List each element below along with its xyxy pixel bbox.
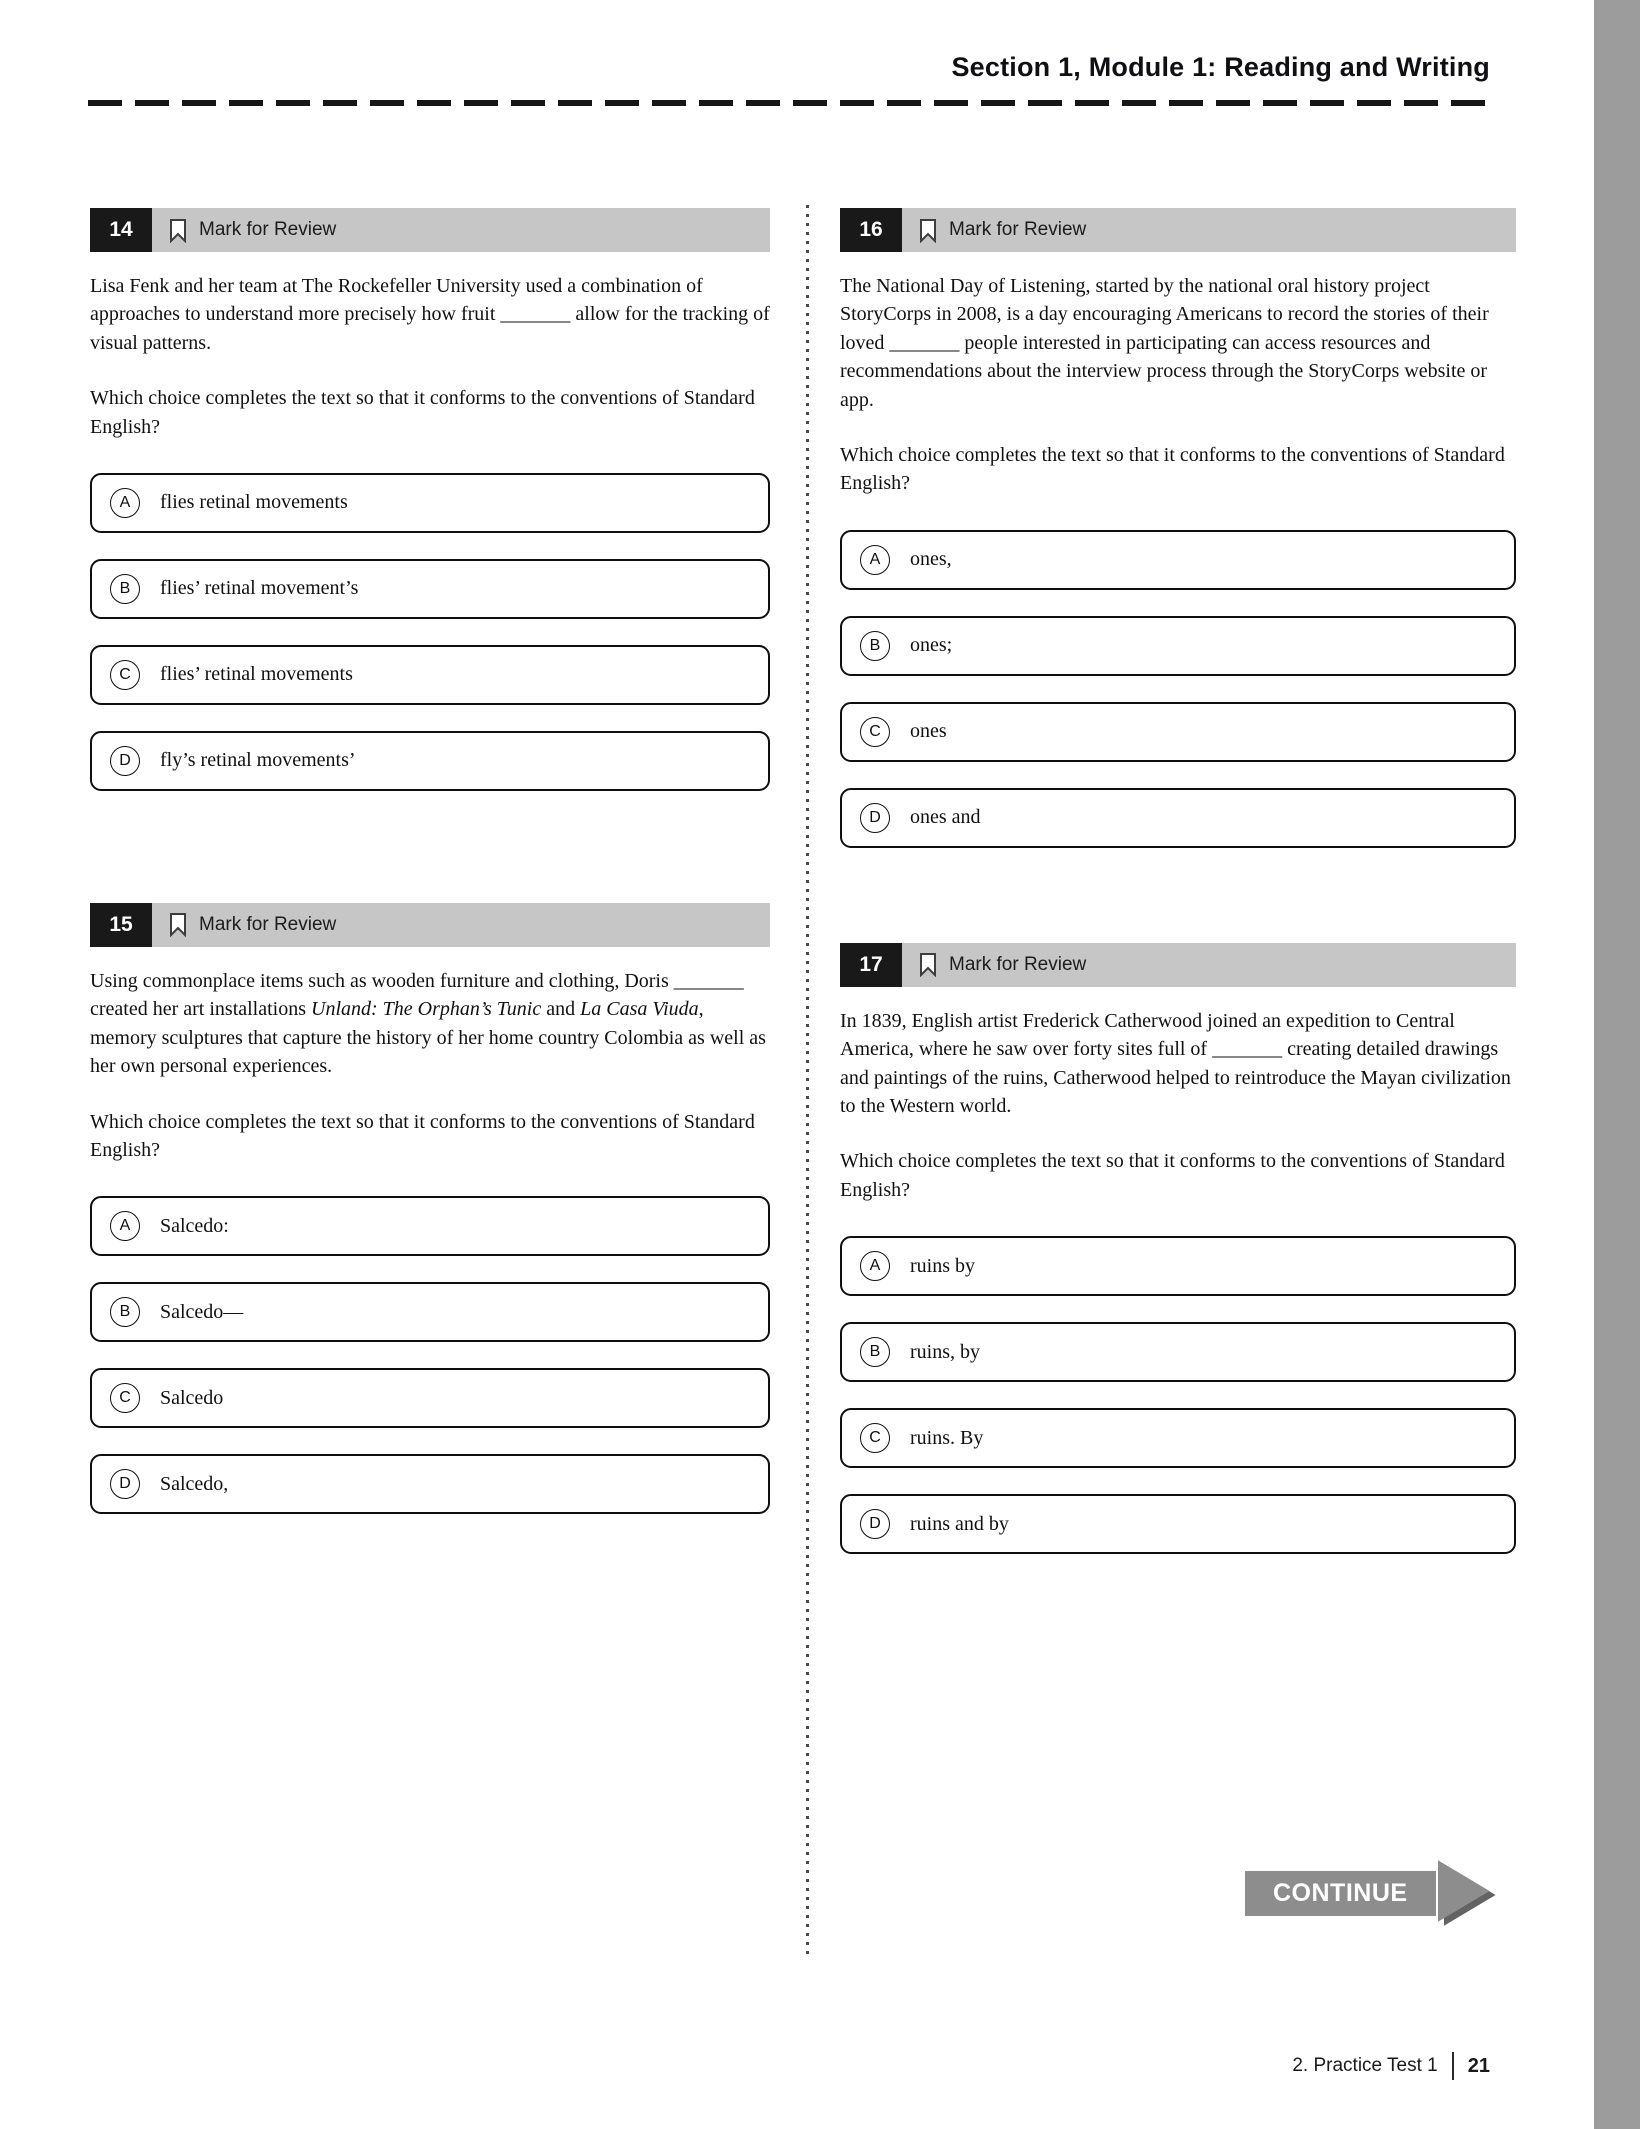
choice-text: ones, (910, 548, 952, 571)
choice-text: Salcedo, (160, 1472, 229, 1495)
mark-for-review-label: Mark for Review (949, 219, 1087, 240)
question-number: 17 (840, 943, 902, 987)
answer-choices (840, 1236, 1516, 1554)
choice-b[interactable] (90, 1282, 770, 1342)
choice-letter-bubble: A (110, 488, 140, 518)
choice-d[interactable] (90, 731, 770, 791)
choice-letter-bubble: B (110, 574, 140, 604)
choice-letter-bubble: D (110, 1469, 140, 1499)
page-footer (1292, 2052, 1490, 2080)
question-14 (90, 208, 770, 791)
choice-text: ruins. By (910, 1426, 984, 1449)
passage-text: Lisa Fenk and her team at The Rockefeller University used a combination of approaches to understand more precisely how fruit _______ allow for the tracking of visual patterns. (90, 275, 770, 354)
mark-for-review-label: Mark for Review (199, 219, 337, 240)
footer-label: 2. Practice Test 1 (1292, 2055, 1438, 2076)
choice-text: ones and (910, 806, 981, 829)
question-prompt: Which choice completes the text so that it conforms to the conventions of Standard English? (840, 1150, 1505, 1201)
choice-a[interactable] (90, 1196, 770, 1256)
choice-letter-bubble: A (860, 1251, 890, 1281)
question-17 (840, 943, 1516, 1554)
choice-c[interactable] (840, 702, 1516, 762)
column-divider (806, 205, 809, 1957)
question-15-header (90, 903, 770, 947)
header-dashed-rule (88, 100, 1492, 106)
continue-arrow-icon (1438, 1860, 1496, 1926)
choice-letter-bubble: C (860, 1423, 890, 1453)
choice-letter-bubble: D (860, 803, 890, 833)
choice-c[interactable] (840, 1408, 1516, 1468)
choice-letter-bubble: C (860, 717, 890, 747)
choice-c[interactable] (90, 1368, 770, 1428)
answer-choices (840, 530, 1516, 848)
choice-b[interactable] (90, 559, 770, 619)
choice-text: ones; (910, 634, 953, 657)
mark-for-review-button[interactable] (152, 208, 336, 252)
mark-for-review-button[interactable] (902, 208, 1086, 252)
continue-button[interactable]: CONTINUE (1245, 1871, 1436, 1916)
left-column (90, 208, 770, 1514)
question-16 (840, 208, 1516, 848)
choice-a[interactable] (840, 1236, 1516, 1296)
choice-text: flies’ retinal movement’s (160, 577, 359, 600)
choice-text: ruins and by (910, 1512, 1009, 1535)
choice-c[interactable] (90, 645, 770, 705)
question-16-header (840, 208, 1516, 252)
choice-text: Salcedo: (160, 1214, 229, 1237)
choice-letter-bubble: C (110, 660, 140, 690)
question-14-header (90, 208, 770, 252)
choice-text: fly’s retinal movements’ (160, 749, 356, 772)
question-number: 15 (90, 903, 152, 947)
choice-b[interactable] (840, 1322, 1516, 1382)
choice-text: ruins, by (910, 1340, 980, 1363)
bookmark-icon (168, 218, 188, 243)
choice-letter-bubble: B (110, 1297, 140, 1327)
page-number: 21 (1467, 2054, 1490, 2077)
choice-letter-bubble: B (860, 1337, 890, 1367)
answer-choices (90, 473, 770, 791)
mark-for-review-button[interactable] (902, 943, 1086, 987)
question-15 (90, 903, 770, 1514)
choice-a[interactable] (90, 473, 770, 533)
footer-divider (1452, 2052, 1454, 2080)
question-number: 16 (840, 208, 902, 252)
passage-text: In 1839, English artist Frederick Catherwood joined an expedition to Central America, where he saw over forty sites full of _______ creating detailed drawings and paintings of the ruins, Catherwood helped to reintroduce the Mayan civilization to the Western world. (840, 1009, 1511, 1117)
choice-text: ones (910, 720, 947, 743)
bookmark-icon (918, 952, 938, 977)
choice-text: flies retinal movements (160, 491, 348, 514)
choice-letter-bubble: B (860, 631, 890, 661)
choice-letter-bubble: C (110, 1383, 140, 1413)
section-title: Section 1, Module 1: Reading and Writing (951, 52, 1490, 82)
choice-text: flies’ retinal movements (160, 663, 353, 686)
passage-text: The National Day of Listening, started by the national oral history project StoryCorps in 2008, is a day encouraging Americans to record the stories of their loved _______ people interested in participating can access resources and recommendations about the interview process through the StoryCorps website or app. (840, 275, 1489, 411)
choice-text: Salcedo (160, 1386, 224, 1409)
choice-text: ruins by (910, 1254, 975, 1277)
bookmark-icon (918, 218, 938, 243)
right-column (840, 208, 1516, 1554)
choice-letter-bubble: A (110, 1211, 140, 1241)
choice-d[interactable] (840, 788, 1516, 848)
question-prompt: Which choice completes the text so that it conforms to the conventions of Standard English? (90, 1110, 755, 1161)
mark-for-review-button[interactable] (152, 903, 336, 947)
choice-d[interactable] (840, 1494, 1516, 1554)
choice-d[interactable] (90, 1454, 770, 1514)
choice-letter-bubble: A (860, 545, 890, 575)
question-prompt: Which choice completes the text so that it conforms to the conventions of Standard English? (840, 443, 1505, 495)
choice-text: Salcedo— (160, 1300, 244, 1323)
mark-for-review-label: Mark for Review (199, 913, 337, 935)
choice-letter-bubble: D (860, 1509, 890, 1539)
question-number: 14 (90, 208, 152, 252)
question-17-header (840, 943, 1516, 987)
answer-choices (90, 1196, 770, 1514)
page-edge-strip (1594, 0, 1640, 2129)
continue-control (1245, 1860, 1496, 1926)
choice-letter-bubble: D (110, 746, 140, 776)
mark-for-review-label: Mark for Review (949, 953, 1087, 975)
passage-text: Using commonplace items such as wooden furniture and clothing, Doris _______ created her art installations Unland: The Orphan’s Tunic and La Casa Viuda, memory sculptures that capture the history of her home country Colombia as well as her own personal experiences. (90, 969, 766, 1078)
choice-b[interactable] (840, 616, 1516, 676)
bookmark-icon (168, 912, 188, 937)
choice-a[interactable] (840, 530, 1516, 590)
question-prompt: Which choice completes the text so that it conforms to the conventions of Standard English? (90, 387, 755, 438)
